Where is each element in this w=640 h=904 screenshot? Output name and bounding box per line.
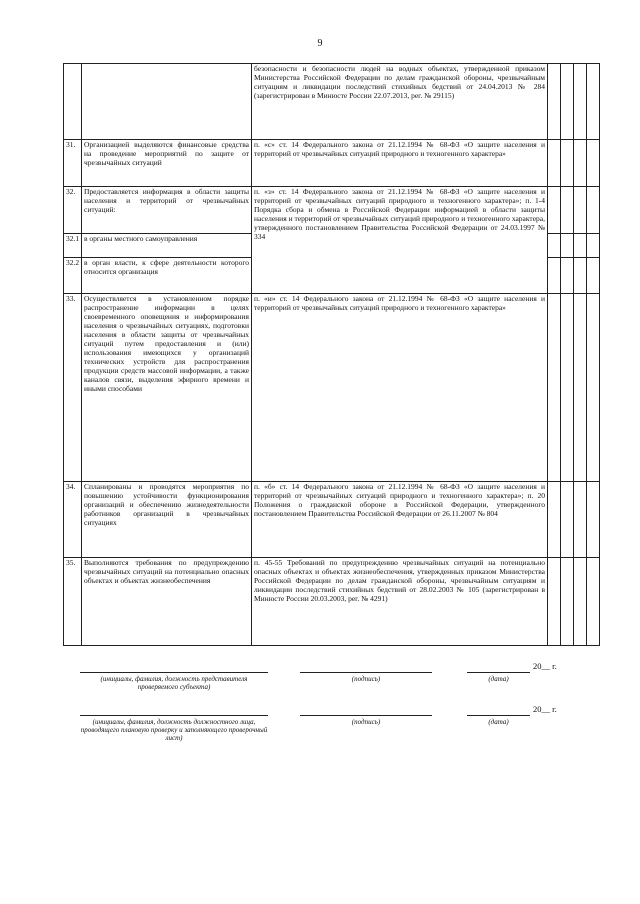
- check-cell-na[interactable]: [574, 234, 587, 258]
- requirement-text: в органы местного самоуправления: [82, 234, 252, 258]
- requirement-text: [82, 64, 252, 140]
- legal-reference: п. 45-55 Требований по предупреждению чрезвычайных ситуаций на потенциально опасных объектах и объектах жизнеобеспечения, утвержденных приказом Министерства Российской Федерации по делам гражданской обороны, чрезвычайным ситуациям и ликвидации последствий стихийных бедствий от 28.02.2003 № 105 (зарегистрирован в Минюсте России 20.03.2003, рег. № 4291): [252, 558, 548, 646]
- table-row: [64, 140, 600, 187]
- check-cell-yes[interactable]: [548, 294, 561, 482]
- signature-line[interactable]: [300, 715, 432, 716]
- check-cell-comment[interactable]: [587, 234, 600, 258]
- row-number: 32.1: [64, 234, 82, 258]
- row-number: 35.: [64, 558, 82, 646]
- row-number: 32.2: [64, 258, 82, 294]
- check-cell-yes[interactable]: [548, 64, 561, 140]
- check-cell-no[interactable]: [561, 294, 574, 482]
- check-cell-no[interactable]: [561, 234, 574, 258]
- legal-reference: п. «и» ст. 14 Федерального закона от 21.12.1994 № 68-ФЗ «О защите населения и территорий от чрезвычайных ситуаций природного и техногенного характера»: [252, 294, 548, 482]
- check-cell-na[interactable]: [574, 258, 587, 294]
- check-cell-comment[interactable]: [587, 558, 600, 646]
- check-cell-comment[interactable]: [587, 140, 600, 187]
- check-cell-no[interactable]: [561, 187, 574, 234]
- year-field: 20__ г.: [533, 704, 557, 714]
- requirement-text: Выполняются требования по предупреждению чрезвычайных ситуаций на потенциально опасных объектах и объектах жизнеобеспечения: [82, 558, 252, 646]
- signature-line[interactable]: [300, 672, 432, 673]
- row-number: 31.: [64, 140, 82, 187]
- requirement-text: Предоставляется информация в области защиты населения и территорий от чрезвычайных ситуаций:: [82, 187, 252, 234]
- check-cell-comment[interactable]: [587, 258, 600, 294]
- legal-reference: п. «б» ст. 14 Федерального закона от 21.12.1994 № 68-ФЗ «О защите населения и территорий от чрезвычайных ситуаций природного и техногенного характера»; п. 20 Положения о гражданской обороне в Российской Федерации, утвержденного постановлением Правительства Российской Федерации от 26.11.2007 № 804: [252, 482, 548, 558]
- check-cell-na[interactable]: [574, 558, 587, 646]
- check-cell-no[interactable]: [561, 558, 574, 646]
- row-number: [64, 64, 82, 140]
- check-cell-yes[interactable]: [548, 187, 561, 234]
- date-line[interactable]: [467, 715, 530, 716]
- check-cell-na[interactable]: [574, 187, 587, 234]
- name-caption: (инициалы, фамилия, должность должностного лица, проводящего плановую проверку и заполняющего проверочный лист): [80, 718, 268, 742]
- check-cell-comment[interactable]: [587, 187, 600, 234]
- name-line[interactable]: [80, 715, 268, 716]
- date-caption: (дата): [488, 718, 509, 726]
- table-row: [64, 187, 600, 234]
- page-number: 9: [317, 38, 323, 49]
- check-cell-no[interactable]: [561, 64, 574, 140]
- check-cell-comment[interactable]: [587, 64, 600, 140]
- check-cell-na[interactable]: [574, 64, 587, 140]
- date-line[interactable]: [467, 672, 530, 673]
- name-line[interactable]: [80, 672, 268, 673]
- requirement-text: в орган власти, к сфере деятельности которого относится организация: [82, 258, 252, 294]
- signature-caption: (подпись): [351, 675, 381, 683]
- row-number: 32.: [64, 187, 82, 234]
- requirement-text: Осуществляется в установленном порядке распространение информации в целях своевременного оповещения и информирования населения о чрезвычайных ситуациях, подготовки населения в области защиты от чрезвычайных ситуаций путем предоставления и (или) использования имеющихся у организаций технических устройств для распространения продукции средств массовой информации, а также каналов связи, выделения эфирного времени и иными способами: [82, 294, 252, 482]
- check-cell-no[interactable]: [561, 140, 574, 187]
- requirement-text: Спланированы и проводятся мероприятия по повышению устойчивости функционирования организаций и обеспечению жизнедеятельности работников организаций в чрезвычайных ситуациях: [82, 482, 252, 558]
- date-caption: (дата): [488, 675, 509, 683]
- check-cell-na[interactable]: [574, 140, 587, 187]
- table-row: [64, 294, 600, 482]
- name-caption: (инициалы, фамилия, должность представителя проверяемого субъекта): [100, 675, 248, 691]
- check-cell-yes[interactable]: [548, 140, 561, 187]
- check-cell-na[interactable]: [574, 482, 587, 558]
- check-cell-no[interactable]: [561, 482, 574, 558]
- signature-caption: (подпись): [351, 718, 381, 726]
- check-cell-comment[interactable]: [587, 482, 600, 558]
- year-field: 20__ г.: [533, 661, 557, 671]
- table-row: [64, 558, 600, 646]
- check-cell-yes[interactable]: [548, 482, 561, 558]
- checklist-table: [63, 63, 600, 646]
- legal-reference: безопасности и безопасности людей на водных объектах, утвержденной приказом Министерства Российской Федерации по делам гражданской обороны, чрезвычайным ситуациям и ликвидации последствий стихийных бедствий от 24.04.2013 № 284 (зарегистрирован в Минюсте России 22.07.2013, рег. № 29115): [252, 64, 548, 140]
- row-number: 33.: [64, 294, 82, 482]
- table-row: [64, 482, 600, 558]
- legal-reference: п. «с» ст. 14 Федерального закона от 21.12.1994 № 68-ФЗ «О защите населения и территорий от чрезвычайных ситуаций природного и техногенного характера»: [252, 140, 548, 187]
- check-cell-yes[interactable]: [548, 258, 561, 294]
- check-cell-comment[interactable]: [587, 294, 600, 482]
- table-row: [64, 64, 600, 140]
- check-cell-yes[interactable]: [548, 234, 561, 258]
- check-cell-yes[interactable]: [548, 558, 561, 646]
- check-cell-na[interactable]: [574, 294, 587, 482]
- legal-reference: п. «з» ст. 14 Федерального закона от 21.12.1994 № 68-ФЗ «О защите населения и территорий от чрезвычайных ситуаций природного и техногенного характера»; п. 1-4 Порядка сбора и обмена в Российской Федерации информацией в области защиты населения и территорий от чрезвычайных ситуаций природного и техногенного характера, утвержденного постановлением Правительства Российской Федерации от 24.03.1997 № 334: [252, 187, 548, 294]
- check-cell-no[interactable]: [561, 258, 574, 294]
- requirement-text: Организацией выделяются финансовые средства на проведение мероприятий по защите от чрезвычайных ситуаций: [82, 140, 252, 187]
- row-number: 34.: [64, 482, 82, 558]
